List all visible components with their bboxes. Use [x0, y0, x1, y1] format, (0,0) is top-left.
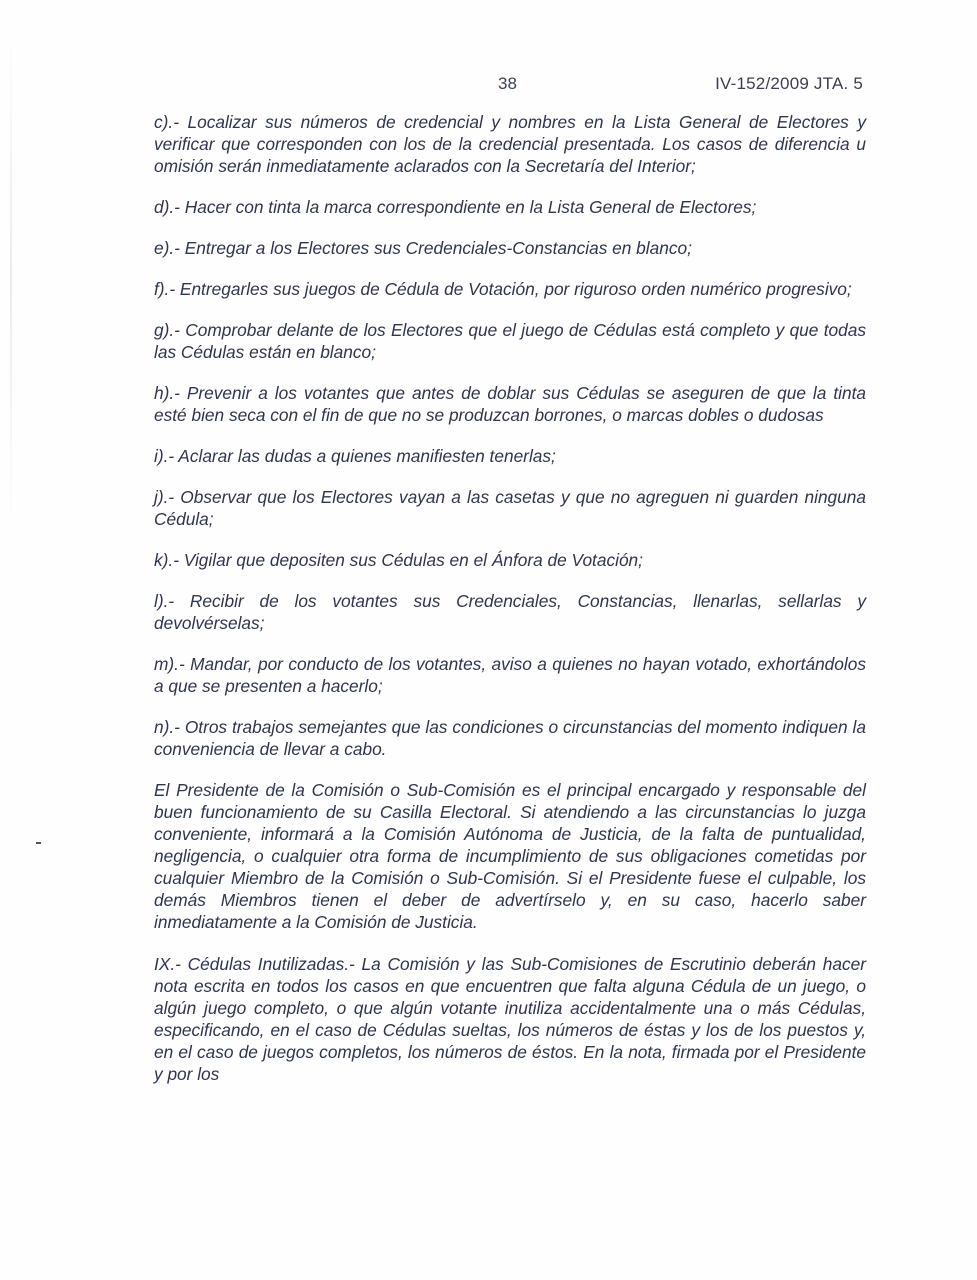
paragraph-item-m: m).- Mandar, por conducto de los votantes, aviso a quienes no hayan votado, exhortándolos a que se presenten a hacerlo; [154, 654, 866, 696]
paragraph-item-k: k).- Vigilar que depositen sus Cédulas en el Ánfora de Votación; [154, 550, 643, 570]
paragraph-item-c: c).- Localizar sus números de credencial y nombres en la Lista General de Electores y verificar que corresponden con los de la credencial presentada. Los casos de diferencia u omisión serán inmediatamente aclarados con la Secretaría del Interior; [154, 112, 866, 176]
paragraph-item-n: n).- Otros trabajos semejantes que las condiciones o circunstancias del momento indiquen la conveniencia de llevar a cabo. [154, 717, 866, 759]
margin-mark [36, 842, 41, 844]
paragraph-item-f: f).- Entregarles sus juegos de Cédula de Votación, por riguroso orden numérico progresivo; [154, 279, 852, 299]
paragraph-item-j: j).- Observar que los Electores vayan a las casetas y que no agreguen ni guarden ninguna Cédula; [154, 487, 866, 529]
case-number: IV-152/2009 JTA. 5 [715, 74, 863, 93]
paragraph-section-ix: IX.- Cédulas Inutilizadas.- La Comisión y las Sub-Comisiones de Escrutinio deberán hacer nota escrita en todos los casos en que encuentren que falta alguna Cédula de un juego, o algún juego completo, o que algún votante inutiliza accidentalmente una o más Cédulas, especificando, en el caso de Cédulas sueltas, los números de éstas y los de los puestos y, en el caso de juegos completos, los números de éstos. En la nota, firmada por el Presidente y por los [154, 954, 866, 1084]
scan-shadow [10, 30, 12, 530]
document-body [154, 111, 866, 1105]
paragraph-item-d: d).- Hacer con tinta la marca correspondiente en la Lista General de Electores; [154, 197, 757, 217]
paragraph-item-i: i).- Aclarar las dudas a quienes manifiesten tenerlas; [154, 446, 556, 466]
page-number: 38 [498, 74, 517, 93]
paragraph-item-l: l).- Recibir de los votantes sus Credenciales, Constancias, llenarlas, sellarlas y devolvérselas; [154, 591, 866, 633]
paragraph-item-e: e).- Entregar a los Electores sus Credenciales-Constancias en blanco; [154, 238, 692, 258]
paragraph-item-h: h).- Prevenir a los votantes que antes de doblar sus Cédulas se aseguren de que la tinta esté bien seca con el fin de que no se produzcan borrones, o marcas dobles o dudosas [154, 383, 866, 425]
paragraph-president-duties: El Presidente de la Comisión o Sub-Comisión es el principal encargado y responsable del buen funcionamiento de su Casilla Electoral. Si atendiendo a las circunstancias lo juzga conveniente, informará a la Comisión Autónoma de Justicia, de la falta de puntualidad, negligencia, o cualquier otra forma de incumplimiento de sus obligaciones cometidas por cualquier Miembro de la Comisión o Sub-Comisión. Si el Presidente fuese el culpable, los demás Miembros tienen el deber de advertírselo y, en su caso, hacerlo saber inmediatamente a la Comisión de Justicia. [154, 780, 866, 932]
paragraph-item-g: g).- Comprobar delante de los Electores que el juego de Cédulas está completo y que todas las Cédulas están en blanco; [154, 320, 866, 362]
